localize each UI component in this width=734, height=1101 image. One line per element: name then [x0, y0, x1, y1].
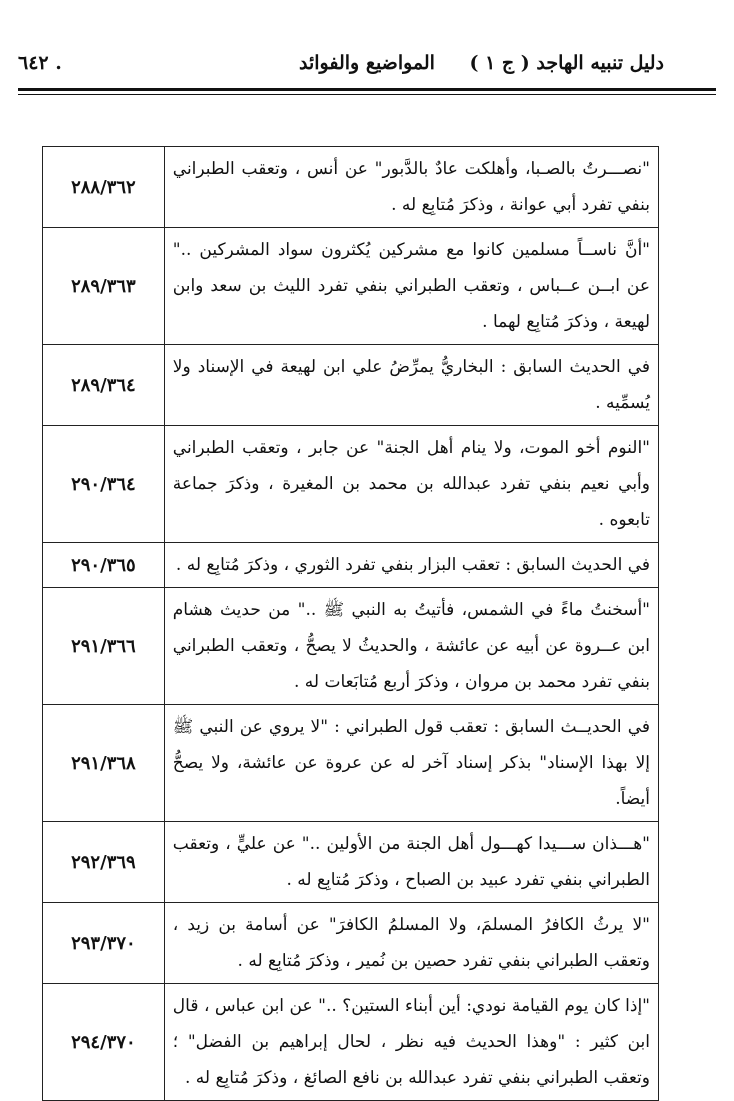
book-title: دليل تنبيه الهاجد ( ج ١ ) [469, 52, 664, 74]
entry-reference: ٢٨٩/٣٦٣ [43, 228, 165, 345]
entry-reference: ٢٩٢/٣٦٩ [43, 822, 165, 903]
section-title: المواضيع والفوائد [299, 52, 435, 74]
entry-reference: ٢٩٠/٣٦٤ [43, 426, 165, 543]
table-row [43, 903, 659, 984]
entry-reference: ٢٨٨/٣٦٢ [43, 147, 165, 228]
table-row [43, 228, 659, 345]
table-row [43, 984, 659, 1101]
page-header [18, 46, 716, 82]
entry-text: "النوم أخو الموت، ولا ينام أهل الجنة" عن جابر ، وتعقب الطبراني وأبي نعيم بنفي تفرد عبدالله بن محمد بن المغيرة ، وذكرَ جماعة تابعوه . [164, 426, 658, 543]
entry-reference: ٢٩٤/٣٧٠ [43, 984, 165, 1101]
entry-reference: ٢٩١/٣٦٨ [43, 705, 165, 822]
entry-text: "لا يرثُ الكافرُ المسلمَ، ولا المسلمُ الكافرَ" عن أسامة بن زيد ، وتعقب الطبراني بنفي تفرد حصين بن نُمير ، وذكرَ مُتابِع له . [164, 903, 658, 984]
entry-text: في الحديــث السابق : تعقب قول الطبراني : "لا يروي عن النبي ﷺ إلا بهذا الإسناد" بذكر إسناد آخر له عن عروة عن عائشة، ولا يصحُّ أيضاً. [164, 705, 658, 822]
table-row [43, 705, 659, 822]
table-row [43, 822, 659, 903]
index-table [42, 146, 659, 1101]
table-row [43, 345, 659, 426]
entry-reference: ٢٩٣/٣٧٠ [43, 903, 165, 984]
entry-text: "أسخنتُ ماءً في الشمس، فأتيتُ به النبي ﷺ .." من حديث هشام ابن عــروة عن أبيه عن عائشة ، والحديثُ لا يصحُّ ، وتعقب الطبراني بنفي تفرد محمد بن مروان ، وذكرَ أربع مُتابَعات له . [164, 588, 658, 705]
entry-text: في الحديث السابق : تعقب البزار بنفي تفرد الثوري ، وذكرَ مُتابِع له . [164, 543, 658, 588]
entry-reference: ٢٩٠/٣٦٥ [43, 543, 165, 588]
header-rule-thick [18, 88, 716, 91]
table-row [43, 588, 659, 705]
page-number: ٦٤٢ . [18, 52, 62, 74]
entry-reference: ٢٩١/٣٦٦ [43, 588, 165, 705]
table-row [43, 543, 659, 588]
table-row [43, 147, 659, 228]
table-row [43, 426, 659, 543]
entry-reference: ٢٨٩/٣٦٤ [43, 345, 165, 426]
entry-text: "أنَّ ناســاً مسلمين كانوا مع مشركين يُكثرون سواد المشركين .." عن ابــن عــباس ، وتعقب الطبراني بنفي تفرد الليث بن سعد وابن لهيعة ، وذكرَ مُتابِع لهما . [164, 228, 658, 345]
entry-text: في الحديث السابق : البخاريُّ يمرِّضُ علي ابن لهيعة في الإسناد ولا يُسمِّيه . [164, 345, 658, 426]
header-rule-thin [18, 94, 716, 95]
entry-text: "نصـــرتُ بالصـبا، وأهلكت عادٌ بالدَّبور" عن أنس ، وتعقب الطبراني بنفي تفرد أبي عوانة ، وذكرَ مُتابِع له . [164, 147, 658, 228]
entry-text: "هـــذان ســـيدا كهـــول أهل الجنة من الأولين .." عن عليٍّ ، وتعقب الطبراني بنفي تفرد عبيد بن الصباح ، وذكرَ مُتابِع له . [164, 822, 658, 903]
entry-text: "إذا كان يوم القيامة نودي: أين أبناء الستين؟ .." عن ابن عباس ، قال ابن كثير : "وهذا الحديث فيه نظر ، لحال إبراهيم بن الفضل" ؛ وتعقب الطبراني بنفي تفرد عبدالله بن نافع الصائغ ، وذكرَ مُتابِع له . [164, 984, 658, 1101]
